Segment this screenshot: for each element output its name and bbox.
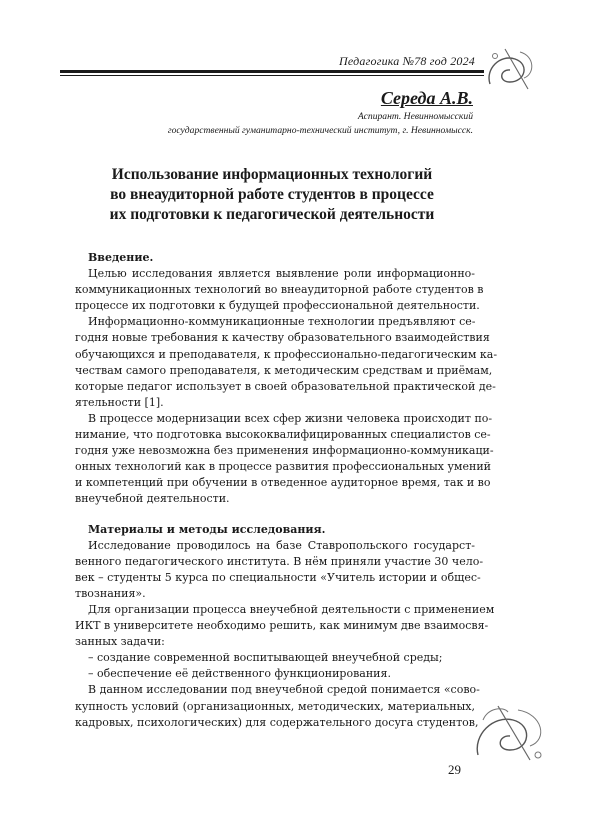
article-body <box>75 250 498 731</box>
body-line: кадровых, психологических) для содержательного досуга студентов, <box>75 715 479 729</box>
body-line: купность условий (организационных, методических, материальных, <box>75 699 475 713</box>
body-line: В процессе модернизации всех сфер жизни человека происходит по- <box>88 411 493 425</box>
list-item: – обеспечение её действенного функционирования. <box>88 667 391 681</box>
body-line: нимание, что подготовка высококвалифицированных специалистов се- <box>75 428 491 442</box>
body-line: век – студенты 5 курса по специальности «Учитель истории и общес- <box>75 570 481 584</box>
section-heading: Введение. <box>88 251 154 264</box>
body-line: Для организации процесса внеучебной деятельности с применением <box>88 602 495 616</box>
title-line: их подготовки к педагогической деятельности <box>109 206 435 223</box>
body-line: обучающихся и преподавателя, к профессионально-педагогическим ка- <box>75 347 498 361</box>
title-line: во внеаудиторной работе студентов в процессе <box>110 186 434 203</box>
body-line: Информационно-коммуникационные технологии предъявляют се- <box>88 315 476 329</box>
body-line: ятельности [1]. <box>75 395 164 409</box>
body-line: внеучебной деятельности. <box>75 492 230 506</box>
body-line: которые педагог использует в своей образовательной практической де- <box>75 379 496 393</box>
section-gap <box>75 508 475 522</box>
body-line: Исследование проводилось на базе Ставропольского государст- <box>88 538 475 552</box>
body-line: годня новые требования к качеству образовательного взаимодействия <box>75 331 490 345</box>
body-line: В данном исследовании под внеучебной средой понимается «сово- <box>88 683 480 697</box>
body-line: чествам самого преподавателя, к методическим средствам и приёмам, <box>75 363 493 377</box>
body-line: занных задачи: <box>75 635 165 649</box>
body-line: онных технологий как в процессе развития профессиональных умений <box>75 460 491 474</box>
title-line: Использование информационных технологий <box>111 166 433 183</box>
body-line: и компетенций при обучении в отведенное аудиторное время, так и во <box>75 476 491 490</box>
author-name: Середа А.В. <box>380 88 473 108</box>
list-item: – создание современной воспитывающей внеучебной среды; <box>88 651 443 665</box>
page-number: 29 <box>448 762 461 777</box>
body-line: процессе их подготовки к будущей профессиональной деятельности. <box>75 299 480 313</box>
running-header: Педагогика №78 год 2024 <box>339 54 475 68</box>
section-heading: Материалы и методы исследования. <box>88 522 326 536</box>
ornament-top-icon <box>480 44 540 94</box>
ornament-bottom-icon <box>468 700 558 766</box>
body-line: ИКТ в университете необходимо решить, как минимум две взаимосвя- <box>75 619 489 633</box>
header-rule-thick <box>60 70 484 73</box>
affiliation-line: Аспирант. Невинномысский <box>357 111 473 122</box>
body-line: годня уже невозможна без применения информационно-коммуникаци- <box>75 444 494 458</box>
article-title <box>70 165 474 225</box>
body-line: Целью исследования является выявление роли информационно- <box>88 267 475 281</box>
header-rule-thin <box>60 75 484 76</box>
body-line: венного педагогического института. В нём приняли участие 30 чело- <box>75 554 484 568</box>
body-line: твознания». <box>75 586 146 600</box>
affiliation-line: государственный гуманитарно-технический институт, г. Невинномысск. <box>167 125 473 136</box>
body-line: коммуникационных технологий во внеаудиторной работе студентов в <box>75 283 484 297</box>
author-affiliation <box>168 110 473 138</box>
